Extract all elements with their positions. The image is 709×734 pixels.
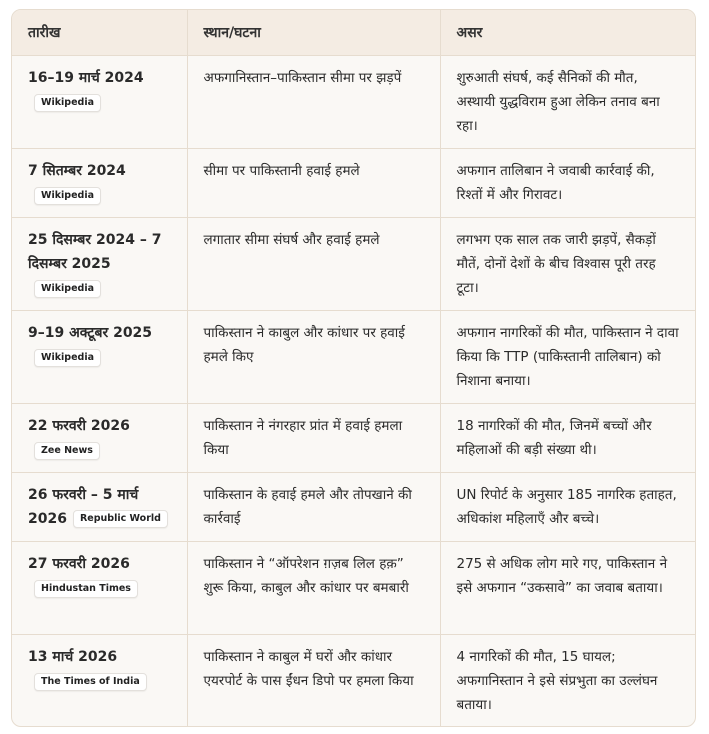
date-cell	[12, 311, 187, 404]
source-badge[interactable]: Hindustan Times	[34, 580, 138, 598]
date-text: 7 सितम्बर 2024	[28, 163, 126, 179]
event-cell: पाकिस्तान के हवाई हमले और तोपखाने की कार्रवाई	[187, 473, 440, 542]
source-badge[interactable]: Wikipedia	[34, 280, 101, 298]
source-badge[interactable]: Zee News	[34, 442, 100, 460]
table-row	[12, 311, 695, 404]
impact-cell: अफगान तालिबान ने जवाबी कार्रवाई की, रिश्तों में और गिरावट।	[440, 149, 695, 218]
table-header-row	[12, 10, 695, 56]
header-impact: असर	[440, 10, 695, 56]
source-badge[interactable]: Republic World	[73, 510, 168, 528]
source-badge[interactable]: Wikipedia	[34, 187, 101, 205]
header-date: तारीख	[12, 10, 187, 56]
impact-cell: 275 से अधिक लोग मारे गए, पाकिस्तान ने इसे अफगान “उकसावे” का जवाब बताया।	[440, 542, 695, 635]
event-cell: पाकिस्तान ने “ऑपरेशन ग़ज़ब लिल हक़” शुरू किया, काबुल और कांधार पर बमबारी	[187, 542, 440, 635]
table-row	[12, 218, 695, 311]
date-cell	[12, 542, 187, 635]
date-text: 13 मार्च 2026	[28, 649, 118, 665]
date-text: 9–19 अक्टूबर 2025	[28, 325, 153, 341]
date-cell	[12, 635, 187, 726]
event-cell: पाकिस्तान ने नंगरहार प्रांत में हवाई हमला किया	[187, 404, 440, 473]
event-cell: अफगानिस्तान–पाकिस्तान सीमा पर झड़पें	[187, 56, 440, 149]
source-badge[interactable]: Wikipedia	[34, 94, 101, 112]
date-text: 16–19 मार्च 2024	[28, 70, 144, 86]
date-text: 26 फरवरी – 5 मार्च 2026	[28, 487, 139, 527]
date-cell	[12, 404, 187, 473]
impact-cell: लगभग एक साल तक जारी झड़पें, सैकड़ों मौतें, दोनों देशों के बीच विश्वास पूरी तरह टूटा।	[440, 218, 695, 311]
date-cell	[12, 149, 187, 218]
source-badge[interactable]: The Times of India	[34, 673, 147, 691]
date-cell	[12, 56, 187, 149]
date-text: 27 फरवरी 2026	[28, 556, 130, 572]
event-cell: सीमा पर पाकिस्तानी हवाई हमले	[187, 149, 440, 218]
table-row	[12, 56, 695, 149]
date-cell	[12, 473, 187, 542]
event-cell: लगातार सीमा संघर्ष और हवाई हमले	[187, 218, 440, 311]
impact-cell: शुरुआती संघर्ष, कई सैनिकों की मौत, अस्थायी युद्धविराम हुआ लेकिन तनाव बना रहा।	[440, 56, 695, 149]
impact-cell: UN रिपोर्ट के अनुसार 185 नागरिक हताहत, अधिकांश महिलाएँ और बच्चे।	[440, 473, 695, 542]
impact-cell: 4 नागरिकों की मौत, 15 घायल; अफगानिस्तान ने इसे संप्रभुता का उल्लंघन बताया।	[456, 649, 658, 713]
impact-cell: 18 नागरिकों की मौत, जिनमें बच्चों और महिलाओं की बड़ी संख्या थी।	[440, 404, 695, 473]
event-cell: पाकिस्तान ने काबुल में घरों और कांधार एयरपोर्ट के पास ईंधन डिपो पर हमला किया	[187, 635, 440, 726]
impact-cell: अफगान नागरिकों की मौत, पाकिस्तान ने दावा किया कि TTP (पाकिस्तानी तालिबान) को निशाना बनाया।	[440, 311, 695, 404]
source-badge[interactable]: Wikipedia	[34, 349, 101, 367]
events-table-card	[11, 9, 696, 727]
event-cell: पाकिस्तान ने काबुल और कांधार पर हवाई हमले किए	[187, 311, 440, 404]
events-table	[12, 10, 695, 726]
date-cell	[12, 218, 187, 311]
table-row	[12, 404, 695, 473]
table-row	[12, 473, 695, 542]
table-row	[12, 542, 695, 635]
table-row	[12, 149, 695, 218]
date-text: 22 फरवरी 2026	[28, 418, 130, 434]
date-text: 25 दिसम्बर 2024 – 7 दिसम्बर 2025	[28, 232, 162, 272]
table-row	[12, 635, 695, 726]
header-event: स्थान/घटना	[187, 10, 440, 56]
